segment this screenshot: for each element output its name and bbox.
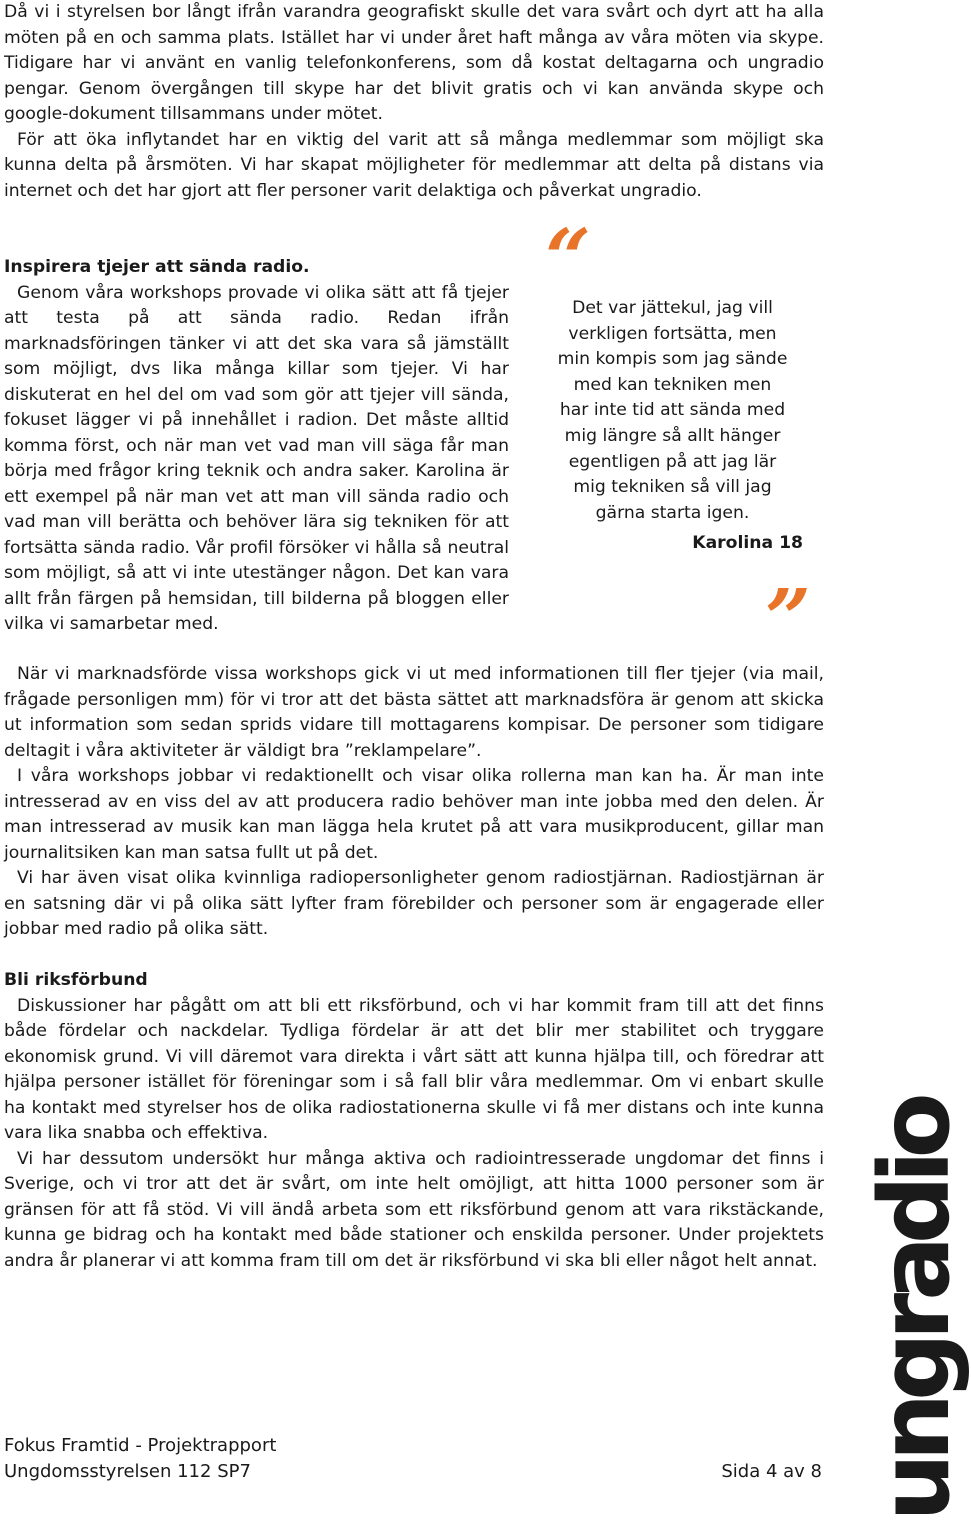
intro-paragraph-1: Då vi i styrelsen bor långt ifrån varandra geografiskt skulle det vara svårt och dyrt att ha alla möten på en och samma plats. Istället har vi under året haft många av våra möten via skype. Tidigare har vi använt en vanlig telefonkonferens, som då kostat deltagarna och ungradio pengar. Genom övergången till skype har det blivit gratis och vi kan använda skype och google-dokument tillsammans under mötet. bbox=[4, 2, 824, 124]
section2-paragraph-1: Diskussioner har pågått om att bli ett riksförbund, och vi har kommit fram till att det finns både fördelar och nackdelar. Tydliga fördelar är att det blir mer stabilitet och tryggare ekonomisk grund. Vi vill däremot vara direkta i vårt sätt att kunna hjälpa till, och föredrar att hjälpa personer istället för föreningar som i så fall blir våra medlemmar. Om vi enbart skulle ha kontakt med styrelser hos de olika radiostationerna skulle vi få mer distans och inte kunna vara lika snabba och effektiva. bbox=[4, 995, 824, 1143]
quote-text bbox=[540, 296, 805, 526]
section2-paragraph-2: Vi har dessutom undersökt hur många aktiva och radiointresserade ungdomar det finns i Sverige, och vi tror att det är svårt, om inte helt omöjligt, att hitta 1000 personer som är gränsen för att få stöd. Vi vill ändå arbeta som ett riksförbund genom att vara rikstäckande, kunna ge bidrag och ha kontakt med både stationer och enskilda personer. Under projektets andra år planerar vi att komma fram till om det är riksförbund vi ska bli eller något helt annat. bbox=[4, 1148, 824, 1271]
quote-line: gärna starta igen. bbox=[595, 502, 750, 523]
section-inspirera bbox=[4, 255, 509, 638]
quote-line: med kan tekniken men bbox=[573, 374, 772, 395]
intro-paragraph-2: För att öka inflytandet har en viktig del varit att så många medlemmar som möjligt ska kunna delta på årsmöten. Vi har skapat möjligheter för medlemmar att delta på distans via internet och det har gjort att fler personer varit delaktiga och påverkat ungradio. bbox=[4, 129, 824, 201]
page-number: Sida 4 av 8 bbox=[721, 1461, 822, 1482]
close-quote-mark: ” bbox=[765, 571, 812, 665]
quote-line: har inte tid att sända med bbox=[559, 400, 786, 421]
quote-line: mig längre så allt hänger bbox=[564, 425, 781, 446]
section1-paragraph-2: När vi marknadsförde vissa workshops gick vi ut med informationen till fler tjejer (via mail, frågade personligen mm) för vi tror att det bästa sättet att marknadsföra är genom att skicka ut information som sedan sprids vidare till mottagarens kompisar. De personer som tidigare deltagit i våra aktiviteter är väldigt bra ”reklampelare”. bbox=[4, 664, 824, 761]
footer-organization: Ungdomsstyrelsen 112 SP7 bbox=[4, 1461, 251, 1482]
quote-author: Karolina 18 bbox=[692, 533, 803, 553]
quote-line: egentligen på att jag lär bbox=[568, 451, 777, 472]
section1-paragraph-3: I våra workshops jobbar vi redaktionellt och visar olika rollerna man kan ha. Är man inte intresserad av en viss del av att producera radio behöver man inte jobba med den delen. Är man intresserad av musik kan man lägga hela krutet på att vara musikproducent, gillar man journalitsiken kan man satsa fullt ut på det. bbox=[4, 766, 824, 863]
section1-paragraph-1: Genom våra workshops provade vi olika sätt att få tjejer att testa på att sända radio. Redan ifrån marknadsföringen tänker vi att det ska vara så jämställt som möjligt, dvs lika många killar som tjejer. Vi har diskuterat en hel del om vad som gör att tjejer vill sända, fokuset lägger vi på innehållet i radion. Det måste alltid komma först, och när man vet vad man vill säga får man börja med frågor kring teknik och andra saker. Karolina är ett exempel på när man vet att man vill sända radio och vad man vill berätta och behöver lära sig tekniken för att fortsätta sända radio. Vår profil försöker vi hålla så neutral som möjligt, så att vi inte utestänger någon. Det kan vara allt från färgen på hemsidan, till bilderna på bloggen eller vilka vi samarbetar med. bbox=[4, 282, 509, 634]
section-inspirera-continued bbox=[4, 662, 824, 943]
quote-line: min kompis som jag sände bbox=[557, 349, 788, 370]
quote-line: Det var jättekul, jag vill bbox=[572, 298, 773, 318]
section1-paragraph-4: Vi har även visat olika kvinnliga radiopersonligheter genom radiostjärnan. Radiostjärnan är en satsning där vi på olika sätt lyfter fram förebilder och personer som är engagerade eller jobbar med radio på olika sätt. bbox=[4, 868, 824, 939]
section-riksforbund bbox=[4, 968, 824, 1274]
intro-block bbox=[4, 0, 824, 204]
footer-report-title: Fokus Framtid - Projektrapport bbox=[4, 1435, 277, 1456]
quote-line: verkligen fortsätta, men bbox=[568, 323, 777, 344]
logo-wordmark: ungradio bbox=[859, 1100, 971, 1522]
quote-line: mig tekniken så vill jag bbox=[573, 477, 772, 498]
open-quote-mark: “ bbox=[545, 211, 592, 305]
section-heading-inspirera: Inspirera tjejer att sända radio. bbox=[4, 257, 310, 277]
section-heading-riksforbund: Bli riksförbund bbox=[4, 970, 148, 990]
ungradio-logo bbox=[859, 1100, 971, 1522]
